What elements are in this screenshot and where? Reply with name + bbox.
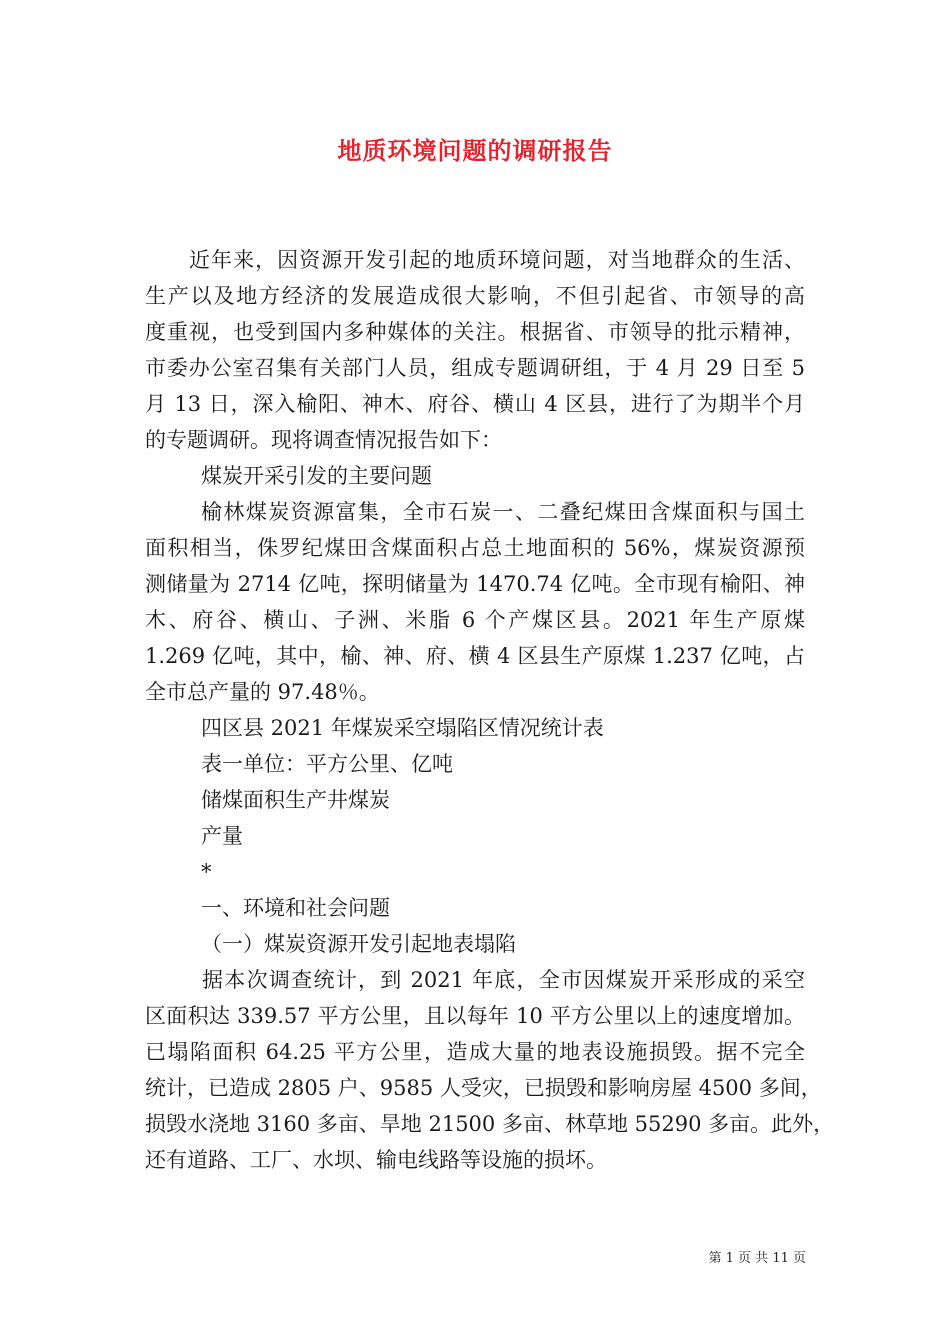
table-unit: 表一单位：平方公里、亿吨 [201,752,453,776]
document-body [145,242,835,1178]
paragraph-line: 全市总产量的 97.48％。 [145,680,380,704]
document-title: 地质环境问题的调研报告 [337,136,613,165]
section-heading: 一、环境和社会问题 [201,896,390,920]
paragraph-line: 月 13 日，深入榆阳、神木、府谷、横山 4 区县，进行了为期半个月 [145,392,805,416]
paragraph-line: 测储量为 2714 亿吨，探明储量为 1470.74 亿吨。全市现有榆阳、神 [145,572,805,596]
paragraph-line: 榆林煤炭资源富集，全市石炭一、二叠纪煤田含煤面积与国土 [201,500,805,524]
subsection-heading: （一）煤炭资源开发引起地表塌陷 [201,932,516,956]
paragraph-line: 损毁水浇地 3160 多亩、旱地 21500 多亩、林草地 55290 多亩。此外， [145,1112,835,1136]
paragraph-line: 近年来，因资源开发引起的地质环境问题，对当地群众的生活、 [189,248,805,272]
table-marker: * [201,860,212,884]
paragraph-line: 面积相当，侏罗纪煤田含煤面积占总土地面积的 56%，煤炭资源预 [145,536,805,560]
paragraph-line: 木、府谷、横山、子洲、米脂 6 个产煤区县。2021 年生产原煤 [145,608,805,632]
table-title: 四区县 2021 年煤炭采空塌陷区情况统计表 [201,716,604,740]
paragraph-line: 统计，已造成 2805 户、9585 人受灾，已损毁和影响房屋 4500 多间， [145,1076,822,1100]
paragraph-line: 区面积达 339.57 平方公里，且以每年 10 平方公里以上的速度增加。 [145,1004,805,1028]
paragraph-line: 生产以及地方经济的发展造成很大影响，不但引起省、市领导的高 [145,284,805,308]
paragraph-line: 市委办公室召集有关部门人员，组成专题调研组，于 4 月 29 日至 5 [145,356,805,380]
table-header-text: 产量 [201,824,243,848]
paragraph-line: 还有道路、工厂、水坝、输电线路等设施的损坏。 [145,1148,607,1172]
paragraph-line: 据本次调查统计，到 2021 年底，全市因煤炭开采形成的采空 [202,968,805,992]
page-number: 第 1 页 共 11 页 [708,1251,806,1266]
paragraph-line: 1.269 亿吨，其中，榆、神、府、横 4 区县生产原煤 1.237 亿吨，占 [145,644,805,668]
paragraph-line: 已塌陷面积 64.25 平方公里，造成大量的地表设施损毁。据不完全 [145,1040,805,1064]
section-heading: 煤炭开采引发的主要问题 [201,464,432,488]
paragraph-line: 的专题调研。现将调查情况报告如下： [145,428,502,452]
table-header-text: 储煤面积生产井煤炭 [201,788,390,812]
paragraph-line: 度重视，也受到国内多种媒体的关注。根据省、市领导的批示精神， [145,320,805,344]
